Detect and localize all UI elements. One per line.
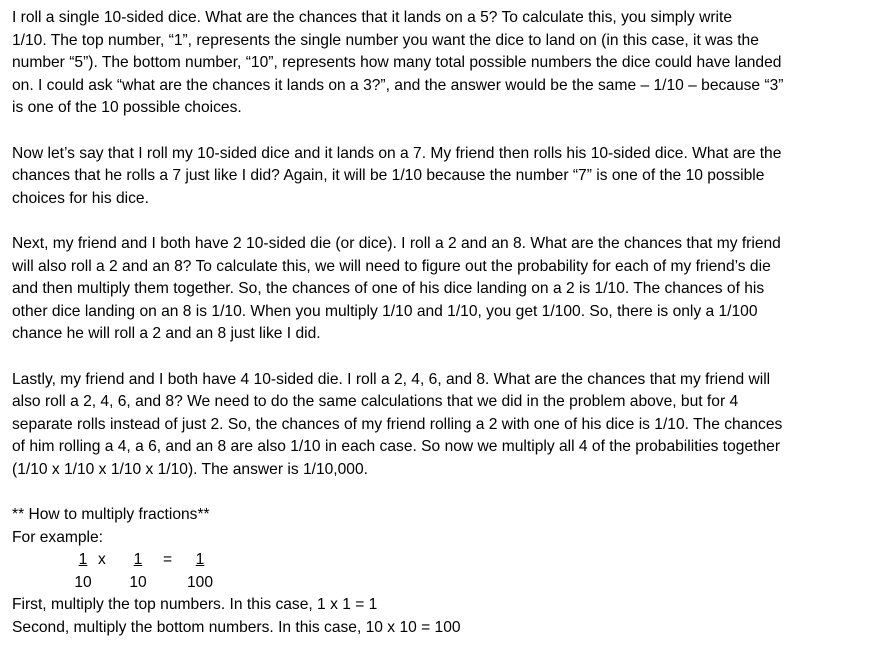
text-line: other dice landing on an 8 is 1/10. When you multiply 1/10 and 1/10, you get 1/100. So, there is only a 1/100: [12, 302, 758, 320]
text-line: is one of the 10 possible choices.: [12, 99, 242, 117]
fraction-a-denominator: 10: [74, 573, 92, 591]
text-line: chances that he rolls a 7 just like I did? Again, it will be 1/10 because the number “7” is one of the 10 possible: [12, 167, 765, 185]
text-line: I roll a single 10-sided dice. What are the chances that it lands on a 5? To calculate this, you simply write: [12, 9, 732, 26]
fraction-result-denominator: 100: [186, 573, 214, 591]
text-line: of him rolling a 4, a 6, and an 8 are also 1/10 in each case. So now we multiply all 4 of the probabilities together: [12, 438, 781, 456]
fraction-b-denominator: 10: [129, 573, 147, 591]
fraction-a: [72, 549, 94, 594]
paragraph-friend-roll: [12, 143, 868, 211]
text-line: on. I could ask “what are the chances it lands on a 3?”, and the answer would be the same – 1/10 – because “3”: [12, 76, 784, 94]
document-body: [12, 7, 868, 640]
text-line: Now let’s say that I roll my 10-sided dice and it lands on a 7. My friend then rolls his 10-sided dice. What are the: [12, 144, 782, 162]
fraction-result: [184, 549, 216, 594]
paragraph-two-dice: [12, 233, 868, 346]
fraction-a-numerator: 1: [78, 551, 88, 569]
text-line: and then multiply them together. So, the chances of one of his dice landing on a 2 is 1/10. The chances of his: [12, 280, 765, 298]
step-two: Second, multiply the bottom numbers. In this case, 10 x 10 = 100: [12, 619, 461, 637]
text-line: (1/10 x 1/10 x 1/10 x 1/10). The answer is 1/10,000.: [12, 460, 368, 478]
text-line: Lastly, my friend and I both have 4 10-sided die. I roll a 2, 4, 6, and 8. What are the chances that my friend will: [12, 370, 771, 388]
text-line: separate rolls instead of just 2. So, the chances of my friend rolling a 2 with one of his dice is 1/10. The chances: [12, 415, 783, 433]
text-line: will also roll a 2 and an 8? To calculate this, we will need to figure out the probability for each of my friend’s die: [12, 257, 771, 275]
equals-sign: =: [163, 551, 173, 569]
times-sign: x: [98, 551, 106, 569]
multiply-fractions-note: [12, 504, 868, 640]
text-line: 1/10. The top number, “1”, represents the single number you want the dice to land on (in this case, it was the: [12, 31, 759, 49]
fraction-b: [127, 549, 149, 594]
fraction-result-numerator: 1: [195, 551, 205, 569]
fraction-example: [12, 549, 868, 594]
paragraph-single-dice: [12, 7, 868, 120]
text-line: chance he will roll a 2 and an 8 just like I did.: [12, 325, 321, 343]
text-line: Next, my friend and I both have 2 10-sided die (or dice). I roll a 2 and an 8. What are the chances that my friend: [12, 234, 781, 252]
text-line: choices for his dice.: [12, 189, 149, 207]
text-line: number “5”). The bottom number, “10”, represents how many total possible numbers the dice could have landed: [12, 54, 782, 72]
fraction-b-numerator: 1: [133, 551, 143, 569]
text-line: also roll a 2, 4, 6, and 8? We need to do the same calculations that we did in the problem above, but for 4: [12, 393, 739, 411]
paragraph-four-dice: [12, 369, 868, 482]
example-label: For example:: [12, 528, 103, 546]
note-heading: ** How to multiply fractions**: [12, 506, 210, 524]
step-one: First, multiply the top numbers. In this case, 1 x 1 = 1: [12, 596, 378, 614]
